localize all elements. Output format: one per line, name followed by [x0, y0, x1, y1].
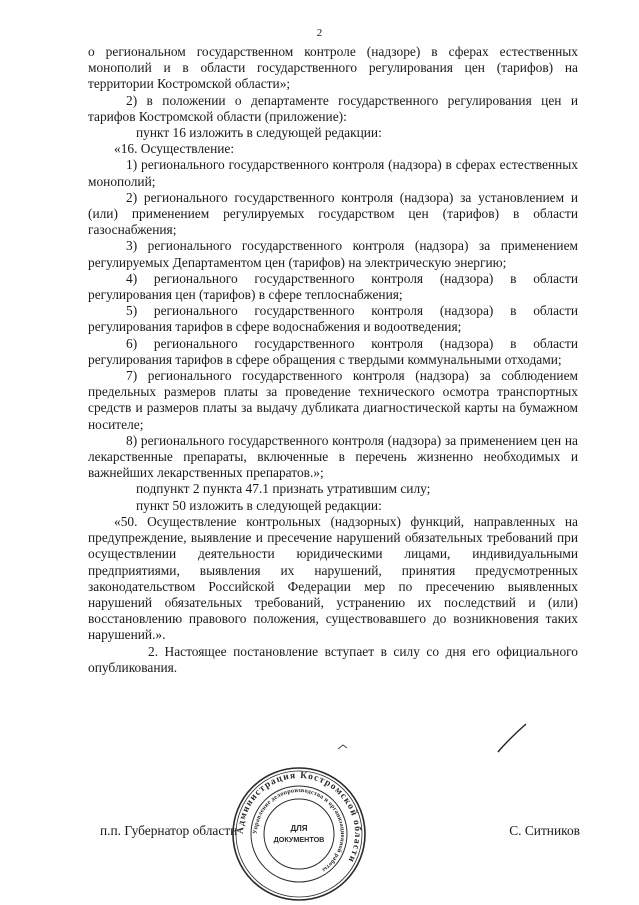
paragraph-point-16-intro: пункт 16 изложить в следующей редакции:	[136, 125, 382, 141]
paragraph-point-16-heading: «16. Осуществление:	[114, 141, 235, 157]
paragraph-subpoint-repeal: подпункт 2 пункта 47.1 признать утратившим силу;	[136, 481, 431, 497]
list-item-6: 6) регионального государственного контроля (надзора) в области регулирования тарифов в сфере обращения с твердыми коммунальными отходами;	[88, 335, 578, 367]
paragraph-point-50-intro: пункт 50 изложить в следующей редакции:	[136, 497, 382, 513]
list-item-1: 1) регионального государственного контроля (надзора) в сферах естественных монополий;	[88, 157, 578, 189]
document-body	[88, 44, 578, 676]
signature-role: п.п. Губернатор области	[100, 823, 238, 838]
stamp-center-line1: ДЛЯ	[290, 824, 308, 833]
list-item-8: 8) регионального государственного контроля (надзора) за применением цен на лекарственные препараты, включенные в перечень жизненно необходимых и важнейших лекарственных препаратов.»;	[88, 432, 578, 481]
signature-mark	[494, 720, 534, 756]
list-item-3: 3) регионального государственного контроля (надзора) за применением регулируемых Департаментом цен (тарифов) на электрическую энергию;	[88, 238, 578, 270]
page-number: 2	[316, 27, 323, 39]
stamp-center-line2: ДОКУМЕНТОВ	[273, 835, 325, 844]
tick-mark	[336, 742, 350, 752]
paragraph-effective-date: 2. Настоящее постановление вступает в силу со дня его официального опубликования.	[88, 643, 578, 675]
list-item-5: 5) регионального государственного контроля (надзора) в области регулирования тарифов в сфере водоснабжения и водоотведения;	[88, 303, 578, 335]
paragraph-point-50-text: «50. Осуществление контрольных (надзорных) функций, направленных на предупреждение, выявление и пресечение нарушений обязательных требований при осуществлении деятельности юридическими лицами, индивидуальными предприятиями, выявления их нарушений, принятия предусмотренных законодательством Российской Федерации мер по пресечению выявленных нарушений обязательных требований, устранению их последствий и (или) восстановлению правового положения, существовавшего до возникновения таких нарушений.».	[88, 513, 578, 643]
stamp-inner-text: Управление делопроизводства и организационной работы	[251, 786, 347, 874]
list-item-2: 2) регионального государственного контроля (надзора) за установлением и (или) применением регулируемых государством цен (тарифов) в области газоснабжения;	[88, 189, 578, 238]
paragraph-amendment-2: 2) в положении о департаменте государственного регулирования цен и тарифов Костромской области (приложение):	[88, 92, 578, 124]
list-item-4: 4) регионального государственного контроля (надзора) в области регулирования цен (тарифов) в сфере теплоснабжения;	[88, 270, 578, 303]
paragraph-continuation: о региональном государственном контроле (надзоре) в сферах естественных монополий и в области государственного регулирования цен (тарифов) на территории Костромской области»;	[88, 44, 578, 92]
stamp-outer-text: Администрация Костромской области	[235, 770, 363, 865]
list-item-7: 7) регионального государственного контроля (надзора) за соблюдением предельных размеров платы за проведение технического осмотра транспортных средств и размеров платы за выдачу дубликата диагностической карты на бумажном носителе;	[88, 368, 578, 432]
official-stamp	[230, 765, 368, 903]
signature-name: С. Ситников	[509, 823, 580, 838]
